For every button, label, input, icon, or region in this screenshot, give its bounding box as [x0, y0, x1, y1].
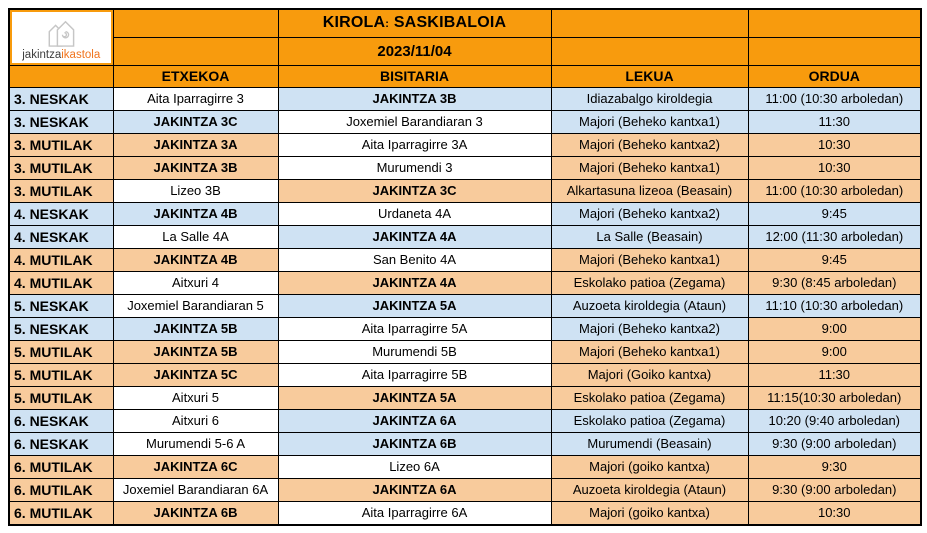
sheet-date: 2023/11/04 [278, 38, 551, 66]
category-cell: 4. MUTILAK [9, 272, 113, 295]
category-cell: 3. MUTILAK [9, 157, 113, 180]
category-cell: 4. MUTILAK [9, 249, 113, 272]
visitor-team-cell: JAKINTZA 6A [278, 410, 551, 433]
home-team-cell: Murumendi 5-6 A [113, 433, 278, 456]
time-cell: 10:30 [748, 502, 921, 526]
home-team-cell: JAKINTZA 3B [113, 157, 278, 180]
home-team-cell: Aitxuri 5 [113, 387, 278, 410]
category-cell: 6. MUTILAK [9, 479, 113, 502]
empty-cell [113, 9, 278, 38]
home-team-cell: JAKINTZA 6B [113, 502, 278, 526]
table-row [9, 410, 921, 433]
visitor-team-cell: JAKINTZA 4A [278, 226, 551, 249]
time-cell: 9:30 (9:00 arboledan) [748, 479, 921, 502]
time-cell: 9:00 [748, 341, 921, 364]
visitor-team-cell: San Benito 4A [278, 249, 551, 272]
visitor-team-cell: JAKINTZA 6A [278, 479, 551, 502]
table-row [9, 249, 921, 272]
table-row [9, 134, 921, 157]
time-cell: 9:00 [748, 318, 921, 341]
venue-cell: Eskolako patioa (Zegama) [551, 272, 748, 295]
visitor-team-cell: Lizeo 6A [278, 456, 551, 479]
logo-cell [9, 9, 113, 66]
schedule-table [8, 8, 922, 526]
visitor-team-cell: JAKINTZA 3B [278, 88, 551, 111]
home-team-cell: JAKINTZA 6C [113, 456, 278, 479]
category-cell: 6. MUTILAK [9, 502, 113, 526]
category-cell: 4. NESKAK [9, 203, 113, 226]
home-team-cell: Aitxuri 4 [113, 272, 278, 295]
time-cell: 9:30 (8:45 arboledan) [748, 272, 921, 295]
time-cell: 10:20 (9:40 arboledan) [748, 410, 921, 433]
table-row [9, 203, 921, 226]
visitor-team-cell: JAKINTZA 5A [278, 295, 551, 318]
time-cell: 9:45 [748, 249, 921, 272]
time-cell: 10:30 [748, 134, 921, 157]
home-team-cell: JAKINTZA 4B [113, 249, 278, 272]
table-row [9, 433, 921, 456]
time-cell: 10:30 [748, 157, 921, 180]
home-team-cell: Lizeo 3B [113, 180, 278, 203]
visitor-team-cell: JAKINTZA 4A [278, 272, 551, 295]
logo-text-secondary: ikastola [61, 48, 101, 61]
column-header-row [9, 66, 921, 88]
column-header-lekua: LEKUA [551, 66, 748, 88]
column-header-bisitaria: BISITARIA [278, 66, 551, 88]
title-row [9, 9, 921, 38]
title-colon: : [385, 18, 390, 31]
sheet-title [278, 9, 551, 38]
empty-cell [748, 9, 921, 38]
home-team-cell: JAKINTZA 5B [113, 341, 278, 364]
venue-cell: Alkartasuna lizeoa (Beasain) [551, 180, 748, 203]
category-cell: 3. MUTILAK [9, 134, 113, 157]
table-row [9, 272, 921, 295]
visitor-team-cell: JAKINTZA 6B [278, 433, 551, 456]
venue-cell: Majori (Beheko kantxa1) [551, 341, 748, 364]
home-team-cell: JAKINTZA 4B [113, 203, 278, 226]
venue-cell: Murumendi (Beasain) [551, 433, 748, 456]
home-team-cell: Aita Iparragirre 3 [113, 88, 278, 111]
home-team-cell: JAKINTZA 3A [113, 134, 278, 157]
venue-cell: Majori (Beheko kantxa2) [551, 318, 748, 341]
venue-cell: Majori (Goiko kantxa) [551, 364, 748, 387]
visitor-team-cell: Aita Iparragirre 3A [278, 134, 551, 157]
column-header-ordua: ORDUA [748, 66, 921, 88]
visitor-team-cell: JAKINTZA 3C [278, 180, 551, 203]
table-row [9, 341, 921, 364]
table-row [9, 387, 921, 410]
category-cell: 6. NESKAK [9, 433, 113, 456]
time-cell: 9:30 (9:00 arboledan) [748, 433, 921, 456]
table-row [9, 364, 921, 387]
table-row [9, 111, 921, 134]
table-row [9, 88, 921, 111]
visitor-team-cell: Aita Iparragirre 6A [278, 502, 551, 526]
visitor-team-cell: Joxemiel Barandiaran 3 [278, 111, 551, 134]
empty-cell [113, 38, 278, 66]
table-row [9, 295, 921, 318]
venue-cell: Eskolako patioa (Zegama) [551, 410, 748, 433]
home-team-cell: JAKINTZA 3C [113, 111, 278, 134]
venue-cell: La Salle (Beasain) [551, 226, 748, 249]
time-cell: 11:10 (10:30 arboledan) [748, 295, 921, 318]
category-cell: 6. NESKAK [9, 410, 113, 433]
table-row [9, 479, 921, 502]
home-team-cell: La Salle 4A [113, 226, 278, 249]
empty-cell [551, 38, 748, 66]
time-cell: 11:15(10:30 arboledan) [748, 387, 921, 410]
venue-cell: Idiazabalgo kiroldegia [551, 88, 748, 111]
home-team-cell: JAKINTZA 5C [113, 364, 278, 387]
time-cell: 11:00 (10:30 arboledan) [748, 88, 921, 111]
category-cell: 5. MUTILAK [9, 341, 113, 364]
time-cell: 9:45 [748, 203, 921, 226]
column-header-etxekoa: ETXEKOA [113, 66, 278, 88]
visitor-team-cell: Aita Iparragirre 5A [278, 318, 551, 341]
table-row [9, 502, 921, 526]
title-prefix: KIROLA [322, 14, 386, 32]
logo-text-primary: jakintza [22, 48, 62, 61]
time-cell: 12:00 (11:30 arboledan) [748, 226, 921, 249]
venue-cell: Majori (Beheko kantxa2) [551, 203, 748, 226]
empty-cell [748, 38, 921, 66]
table-row [9, 226, 921, 249]
time-cell: 11:30 [748, 364, 921, 387]
home-team-cell: JAKINTZA 5B [113, 318, 278, 341]
venue-cell: Auzoeta kiroldegia (Ataun) [551, 479, 748, 502]
visitor-team-cell: Murumendi 5B [278, 341, 551, 364]
venue-cell: Auzoeta kiroldegia (Ataun) [551, 295, 748, 318]
venue-cell: Majori (Beheko kantxa2) [551, 134, 748, 157]
table-row [9, 456, 921, 479]
empty-cell [551, 9, 748, 38]
category-cell: 3. NESKAK [9, 111, 113, 134]
category-cell: 5. MUTILAK [9, 387, 113, 410]
category-cell: 4. NESKAK [9, 226, 113, 249]
category-cell: 5. NESKAK [9, 295, 113, 318]
home-team-cell: Joxemiel Barandiaran 6A [113, 479, 278, 502]
category-cell: 6. MUTILAK [9, 456, 113, 479]
category-cell: 3. NESKAK [9, 88, 113, 111]
venue-cell: Majori (Beheko kantxa1) [551, 157, 748, 180]
table-row [9, 180, 921, 203]
visitor-team-cell: Urdaneta 4A [278, 203, 551, 226]
venue-cell: Majori (Beheko kantxa1) [551, 111, 748, 134]
time-cell: 11:00 (10:30 arboledan) [748, 180, 921, 203]
home-team-cell: Joxemiel Barandiaran 5 [113, 295, 278, 318]
visitor-team-cell: JAKINTZA 5A [278, 387, 551, 410]
house-icon [43, 18, 79, 48]
empty-cell [9, 66, 113, 88]
venue-cell: Majori (Beheko kantxa1) [551, 249, 748, 272]
category-cell: 5. MUTILAK [9, 364, 113, 387]
time-cell: 11:30 [748, 111, 921, 134]
visitor-team-cell: Aita Iparragirre 5B [278, 364, 551, 387]
logo-wordmark [22, 49, 100, 61]
table-row [9, 318, 921, 341]
schedule-body [9, 9, 921, 525]
school-logo [12, 12, 111, 63]
category-cell: 3. MUTILAK [9, 180, 113, 203]
table-row [9, 157, 921, 180]
venue-cell: Majori (goiko kantxa) [551, 502, 748, 526]
visitor-team-cell: Murumendi 3 [278, 157, 551, 180]
time-cell: 9:30 [748, 456, 921, 479]
home-team-cell: Aitxuri 6 [113, 410, 278, 433]
category-cell: 5. NESKAK [9, 318, 113, 341]
title-name: SASKIBALOIA [393, 14, 507, 32]
venue-cell: Majori (goiko kantxa) [551, 456, 748, 479]
date-row [9, 38, 921, 66]
venue-cell: Eskolako patioa (Zegama) [551, 387, 748, 410]
